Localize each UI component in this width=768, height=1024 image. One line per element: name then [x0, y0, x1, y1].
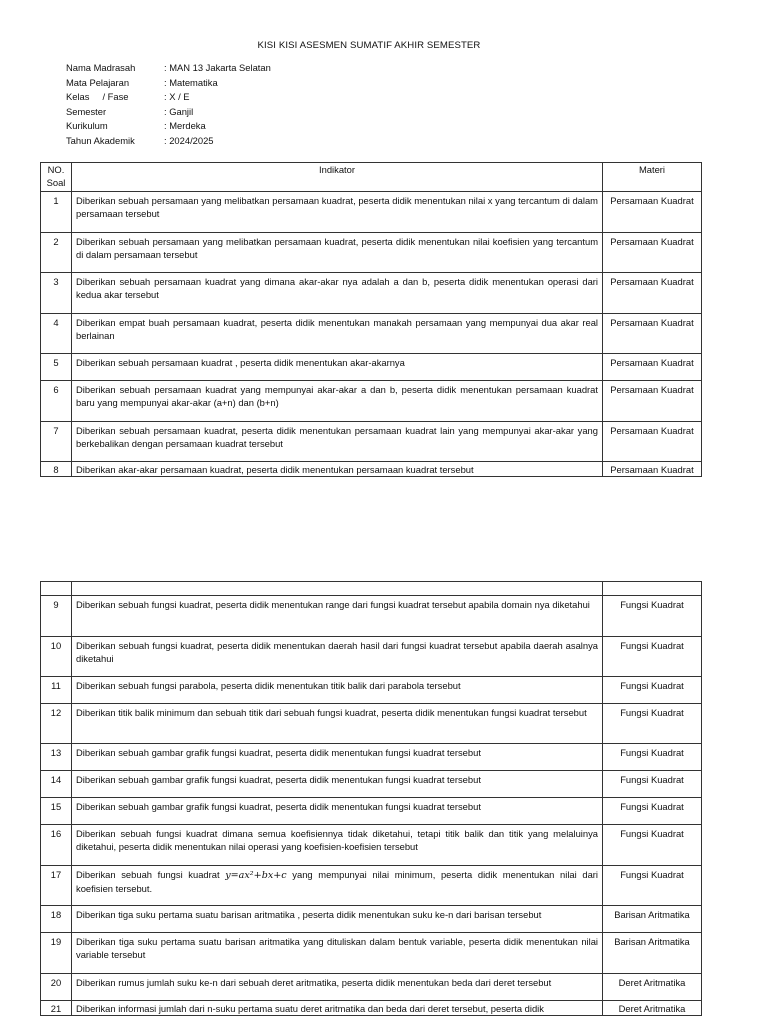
row-materi: Fungsi Kuadrat	[603, 798, 702, 825]
row-materi: Persamaan Kuadrat	[603, 192, 702, 233]
info-value: : 2024/2025	[164, 134, 214, 146]
quadratic-formula: y=ax²+bx+c	[225, 870, 287, 881]
row-no: 2	[41, 233, 72, 273]
row-indikator: Diberikan sebuah persamaan yang melibatkan persamaan kuadrat, peserta didik menentukan nilai x yang tercantum di dalam persamaan tersebut	[72, 192, 603, 233]
row-materi: Fungsi Kuadrat	[603, 637, 702, 677]
info-row-semester	[66, 105, 271, 120]
table-row	[41, 596, 702, 637]
info-label: Semester	[66, 105, 107, 117]
row-no: 3	[41, 273, 72, 314]
row-indikator: Diberikan sebuah persamaan kuadrat yang mempunyai akar-akar a dan b, peserta didik menentukan persamaan kuadrat baru yang mempunyai akar-akar (a+n) dan (b+n)	[72, 381, 603, 422]
row-indikator: Diberikan tiga suku pertama suatu barisan aritmatika yang dituliskan dalam bentuk variable, peserta didik menentukan nilai variable tersebut	[72, 933, 603, 974]
table-row	[41, 906, 702, 933]
row-materi: Persamaan Kuadrat	[603, 314, 702, 354]
table-row	[41, 192, 702, 233]
row-no: 10	[41, 637, 72, 677]
info-label: Kelas / Fase	[66, 91, 129, 103]
kisi-table-page2	[40, 581, 702, 1016]
row-materi: Deret Aritmatika	[603, 974, 702, 1001]
row-indikator: Diberikan sebuah persamaan kuadrat, peserta didik menentukan persamaan kuadrat lain yang mempunyai akar-akar yang berkebalikan dengan persamaan kuadrat tersebut	[72, 422, 603, 462]
info-row-madrasah	[66, 61, 271, 76]
info-value: : X / E	[164, 91, 190, 103]
row-no: 12	[41, 704, 72, 744]
row-indikator: Diberikan sebuah fungsi kuadrat, peserta didik menentukan range dari fungsi kuadrat tersebut apabila domain nya diketahui	[72, 596, 603, 637]
header-no: NO. Soal	[41, 163, 72, 192]
row-materi: Fungsi Kuadrat	[603, 744, 702, 771]
row-materi: Persamaan Kuadrat	[603, 233, 702, 273]
row-no: 20	[41, 974, 72, 1001]
row-no: 9	[41, 596, 72, 637]
table-row	[41, 273, 702, 314]
row-materi: Deret Aritmatika	[603, 1001, 702, 1016]
row-indikator: Diberikan rumus jumlah suku ke-n dari sebuah deret aritmatika, peserta didik menentukan beda dari deret tersebut	[72, 974, 603, 1001]
header-materi: Materi	[603, 163, 702, 192]
info-row-mapel	[66, 76, 271, 91]
info-value: : Merdeka	[164, 120, 206, 132]
info-label: Mata Pelajaran	[66, 76, 130, 88]
row-materi: Persamaan Kuadrat	[603, 381, 702, 422]
row-no: 4	[41, 314, 72, 354]
table-row	[41, 771, 702, 798]
header-indikator: Indikator	[72, 163, 603, 192]
row-no: 15	[41, 798, 72, 825]
row-materi: Fungsi Kuadrat	[603, 771, 702, 798]
row-no: 19	[41, 933, 72, 974]
table-blank-header-row	[41, 582, 702, 596]
row-no: 11	[41, 677, 72, 704]
row-indikator: Diberikan sebuah gambar grafik fungsi kuadrat, peserta didik menentukan fungsi kuadrat tersebut	[72, 798, 603, 825]
table-row	[41, 677, 702, 704]
kisi-table-page1	[40, 162, 702, 477]
row-indikator: Diberikan sebuah persamaan yang melibatkan persamaan kuadrat, peserta didik menentukan nilai koefisien yang tercantum di dalam persamaan tersebut	[72, 233, 603, 273]
row-indikator: Diberikan titik balik minimum dan sebuah titik dari sebuah fungsi kuadrat, peserta didik menentukan fungsi kuadrat tersebut	[72, 704, 603, 744]
row-indikator: Diberikan sebuah persamaan kuadrat yang dimana akar-akar nya adalah a dan b, peserta didik menentukan operasi dari kedua akar tersebut	[72, 273, 603, 314]
row-indikator: Diberikan informasi jumlah dari n-suku pertama suatu deret aritmatika dan beda dari deret tersebut, peserta didik	[72, 1001, 603, 1016]
info-value: : Matematika	[164, 76, 218, 88]
table-row	[41, 704, 702, 744]
row-no: 14	[41, 771, 72, 798]
table-row	[41, 1001, 702, 1016]
document-title: KISI KISI ASESMEN SUMATIF AKHIR SEMESTER	[257, 40, 481, 51]
row-no: 1	[41, 192, 72, 233]
table-row	[41, 744, 702, 771]
info-row-kelas	[66, 90, 271, 105]
row-no: 16	[41, 825, 72, 866]
row-no: 18	[41, 906, 72, 933]
row-indikator: Diberikan sebuah fungsi kuadrat, peserta didik menentukan daerah hasil dari fungsi kuadrat tersebut apabila daerah asalnya diketahui	[72, 637, 603, 677]
row-materi: Persamaan Kuadrat	[603, 462, 702, 477]
row-materi: Fungsi Kuadrat	[603, 825, 702, 866]
table-row	[41, 422, 702, 462]
row-materi: Barisan Aritmatika	[603, 906, 702, 933]
row-materi: Persamaan Kuadrat	[603, 354, 702, 381]
table-row	[41, 354, 702, 381]
info-value: : MAN 13 Jakarta Selatan	[164, 62, 271, 73]
table-row	[41, 974, 702, 1001]
row-indikator: Diberikan tiga suku pertama suatu barisan aritmatika , peserta didik menentukan suku ke-n dari barisan tersebut	[72, 906, 603, 933]
info-row-kurikulum	[66, 119, 271, 134]
row-indikator: Diberikan sebuah fungsi parabola, peserta didik menentukan titik balik dari parabola tersebut	[72, 677, 603, 704]
table-row	[41, 381, 702, 422]
table-row	[41, 798, 702, 825]
table-row	[41, 314, 702, 354]
row-materi: Persamaan Kuadrat	[603, 422, 702, 462]
info-value: : Ganjil	[164, 105, 194, 117]
row-materi: Barisan Aritmatika	[603, 933, 702, 974]
info-block	[66, 61, 271, 149]
table-row	[41, 825, 702, 866]
row-indikator: Diberikan empat buah persamaan kuadrat, peserta didik menentukan manakah persamaan yang mempunyai dua akar real berlainan	[72, 314, 603, 354]
table-header-row	[41, 163, 702, 192]
info-label: Kurikulum	[66, 120, 108, 132]
table-row	[41, 233, 702, 273]
row-indikator: Diberikan sebuah gambar grafik fungsi kuadrat, peserta didik menentukan fungsi kuadrat tersebut	[72, 771, 603, 798]
row-materi: Fungsi Kuadrat	[603, 704, 702, 744]
table-row	[41, 462, 702, 477]
row-materi: Fungsi Kuadrat	[603, 866, 702, 906]
row-materi: Fungsi Kuadrat	[603, 677, 702, 704]
row-materi: Persamaan Kuadrat	[603, 273, 702, 314]
info-label: Nama Madrasah	[66, 62, 136, 73]
row-materi: Fungsi Kuadrat	[603, 596, 702, 637]
table-row	[41, 933, 702, 974]
row-no: 8	[41, 462, 72, 477]
table-row	[41, 637, 702, 677]
row-indikator: Diberikan sebuah fungsi kuadrat y=ax²+bx+c yang mempunyai nilai minimum, peserta didik menentukan nilai dari koefisien tersebut.	[72, 866, 603, 906]
row-no: 5	[41, 354, 72, 381]
row-no: 7	[41, 422, 72, 462]
row-indikator: Diberikan sebuah gambar grafik fungsi kuadrat, peserta didik menentukan fungsi kuadrat tersebut	[72, 744, 603, 771]
row-no: 6	[41, 381, 72, 422]
info-label: Tahun Akademik	[66, 134, 135, 146]
row-indikator: Diberikan sebuah persamaan kuadrat , peserta didik menentukan akar-akarnya	[72, 354, 603, 381]
row-no: 13	[41, 744, 72, 771]
row-indikator: Diberikan sebuah fungsi kuadrat dimana semua koefisiennya tidak diketahui, tetapi titik balik dan titik yang melaluinya diketahui, peserta didik menentukan nilai operasi yang koefisien-koefisien tersebut	[72, 825, 603, 866]
table-row	[41, 866, 702, 906]
row-indikator: Diberikan akar-akar persamaan kuadrat, peserta didik menentukan persamaan kuadrat tersebut	[72, 462, 603, 477]
row-no: 21	[41, 1001, 72, 1016]
info-row-tahun	[66, 134, 271, 149]
row-no: 17	[41, 866, 72, 906]
